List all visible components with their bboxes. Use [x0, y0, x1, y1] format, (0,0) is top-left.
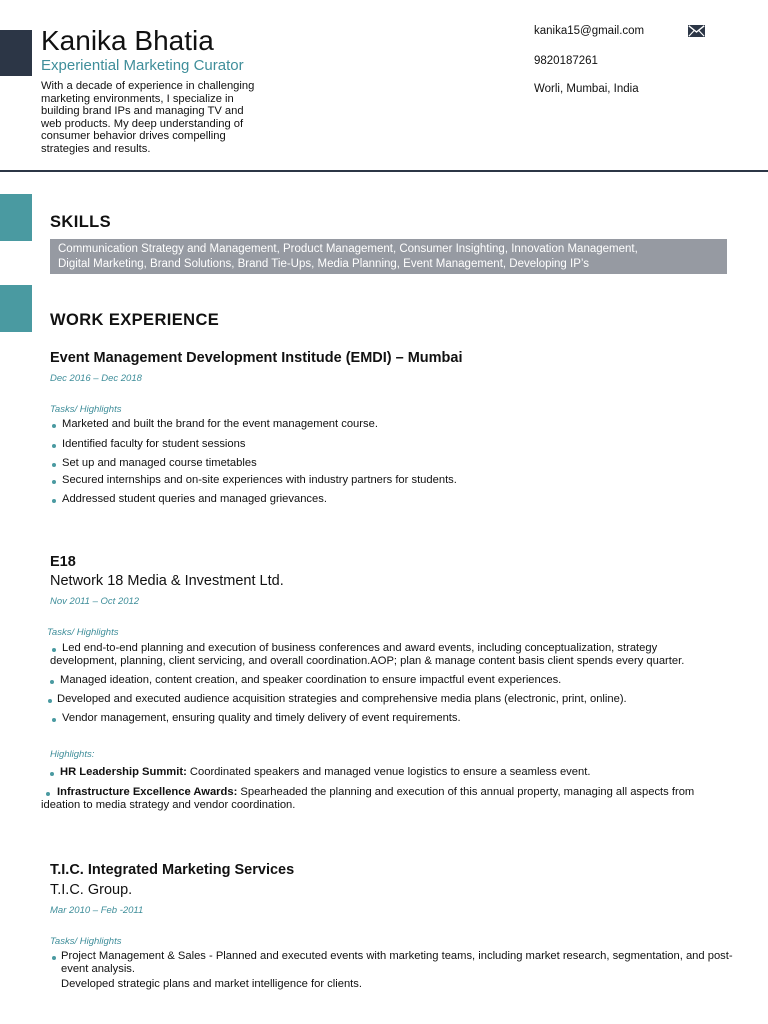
skills-section-marker — [0, 194, 32, 241]
envelope-icon — [688, 25, 705, 37]
highlights-label: Highlights: — [50, 749, 95, 760]
phone-number: 9820187261 — [534, 55, 598, 67]
list-item: Led end-to-end planning and execution of business conferences and award events, including conceptualization, strategy development, planning, client servicing, and overall coordination.AOP; plan & manage content basis client spends every quarter. — [50, 642, 685, 667]
skills-line: Digital Marketing, Brand Solutions, Brand Tie-Ups, Media Planning, Event Management, Developing IP’s — [58, 258, 589, 270]
experience-section-marker — [0, 285, 32, 332]
job-company: T.I.C. Group. — [50, 882, 133, 898]
bullet — [52, 463, 56, 467]
bullet — [52, 424, 56, 428]
list-item: Developed strategic plans and market intelligence for clients. — [61, 978, 362, 990]
skills-line: Communication Strategy and Management, Product Management, Consumer Insighting, Innovation Management, — [58, 243, 638, 255]
job-organization: T.I.C. Integrated Marketing Services — [50, 862, 295, 878]
job-dates: Mar 2010 – Feb -2011 — [50, 905, 144, 916]
highlight-item: Infrastructure Excellence Awards: Spearheaded the planning and execution of this annual property, managing all aspects from ideation to media strategy and vendor coordination. — [41, 786, 695, 811]
job-dates: Nov 2011 – Oct 2012 — [50, 596, 140, 607]
bullet — [46, 792, 50, 796]
experience-heading: WORK EXPERIENCE — [50, 311, 220, 329]
skills-heading: SKILLS — [50, 213, 112, 231]
list-item: Marketed and built the brand for the event management course. — [62, 418, 378, 431]
bullet — [52, 648, 56, 652]
list-item: Project Management & Sales - Planned and executed events with marketing teams, including market research, segmentation, and post-event analysis. — [61, 950, 736, 975]
tasks-label: Tasks/ Highlights — [50, 404, 122, 415]
header-divider — [0, 170, 768, 172]
bullet — [52, 499, 56, 503]
tasks-label: Tasks/ Highlights — [50, 936, 122, 947]
bullet — [48, 699, 52, 703]
bullet — [50, 772, 54, 776]
tasks-label: Tasks/ Highlights — [47, 627, 119, 638]
job-dates: Dec 2016 – Dec 2018 — [50, 373, 142, 384]
skills-list — [50, 239, 727, 274]
candidate-name: Kanika Bhatia — [41, 25, 214, 56]
email-address[interactable]: kanika15@gmail.com — [534, 25, 645, 37]
header-accent-block — [0, 30, 32, 76]
bullet — [52, 718, 56, 722]
job-organization: E18 — [50, 554, 76, 570]
list-item: Vendor management, ensuring quality and timely delivery of event requirements. — [62, 712, 461, 725]
bullet — [50, 680, 54, 684]
list-item: Addressed student queries and managed grievances. — [62, 493, 327, 506]
list-item: Secured internships and on-site experiences with industry partners for students. — [62, 474, 457, 487]
list-item: Set up and managed course timetables — [62, 457, 257, 470]
list-item: Identified faculty for student sessions — [62, 438, 245, 451]
profile-summary: With a decade of experience in challenging marketing environments, I specialize in building brand IPs and managing TV and web products. My deep understanding of consumer behavior drives compelling strategies and results. — [41, 80, 255, 155]
job-company: Network 18 Media & Investment Ltd. — [50, 573, 284, 589]
job-organization: Event Management Development Institude (EMDI) – Mumbai — [50, 350, 463, 366]
list-item: Developed and executed audience acquisition strategies and comprehensive media plans (electronic, print, online). — [57, 693, 627, 706]
candidate-title: Experiential Marketing Curator — [41, 57, 244, 74]
bullet — [52, 480, 56, 484]
location: Worli, Mumbai, India — [534, 83, 639, 95]
bullet — [52, 444, 56, 448]
bullet — [52, 956, 56, 960]
list-item: Managed ideation, content creation, and speaker coordination to ensure impactful event experiences. — [60, 674, 561, 687]
highlight-item: HR Leadership Summit: Coordinated speakers and managed venue logistics to ensure a seamless event. — [60, 766, 590, 779]
